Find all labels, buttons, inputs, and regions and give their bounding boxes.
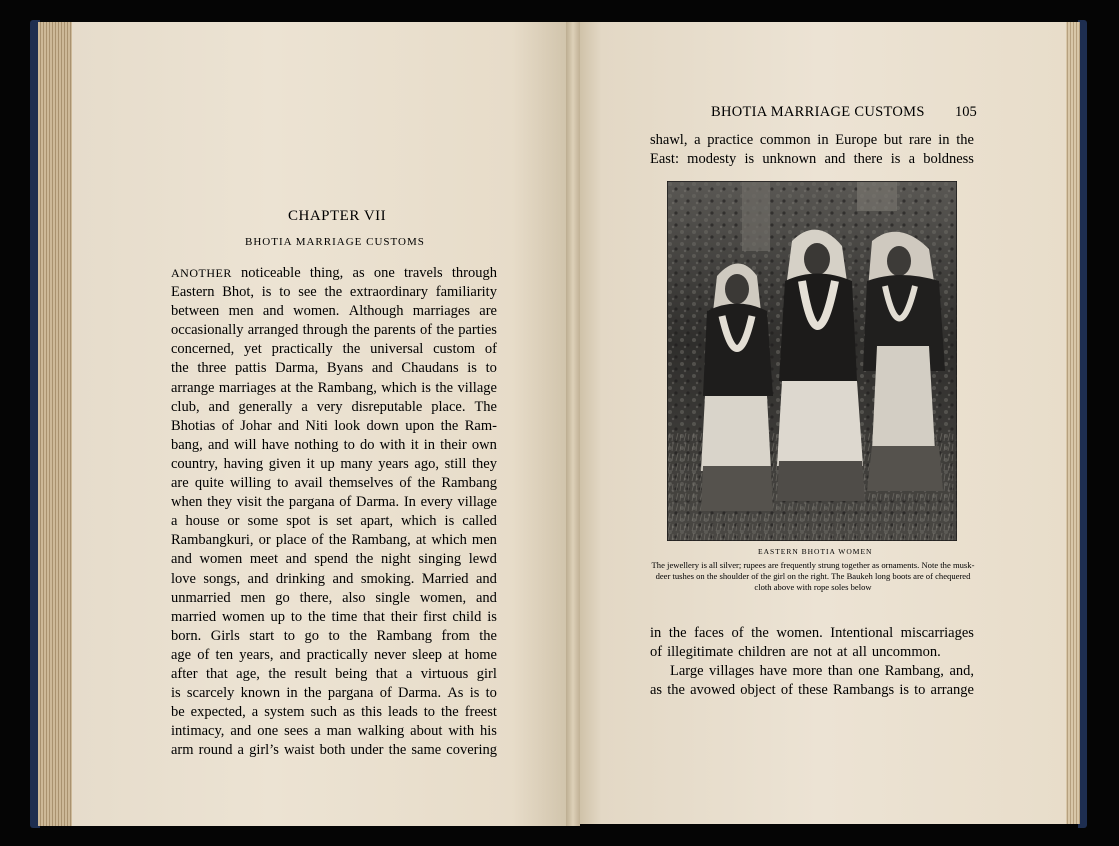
page-number: 105 [955, 104, 977, 120]
text-line: the three pattis Darma, Byans and Chaudans is to [171, 360, 497, 377]
text-line: shawl, a practice common in Europe but rare in the [650, 132, 974, 148]
chapter-subtitle: BHOTIA MARRIAGE CUSTOMS [245, 236, 425, 248]
text-line: between men and women. Although marriages are [171, 303, 497, 320]
photograph-eastern-bhotia-women [667, 181, 957, 541]
text-line: in the faces of the women. Intentional miscarriages [650, 625, 974, 641]
text-line: love songs, and drinking and smoking. Married and [171, 570, 497, 587]
page-edges-left [38, 22, 74, 826]
text-line: East: modesty is unknown and there is a boldness [650, 151, 974, 168]
text-line: be expected, a system such as this leads to the freest [171, 704, 497, 721]
text-line: ANOTHER noticeable thing, as one travels through [171, 265, 497, 281]
text-line: concerned, yet practically the universal custom of [171, 341, 497, 358]
text-line: bang, and will have nothing to do with it in their own [171, 436, 497, 453]
text-line: arm round a girl’s waist both under the same covering [171, 742, 497, 759]
book-gutter [566, 22, 580, 826]
text-line: and women meet and spend the night singing lewd [171, 551, 497, 568]
text-line: Bhotias of Johar and Niti look down upon the Ram- [171, 417, 497, 434]
text-line: are quite willing to avail themselves of the Rambang [171, 475, 497, 492]
figure-caption: The jewellery is all silver; rupees are frequently strung together as ornaments. Note the musk-deer tushes on the shoulder of the girl on the right. The Baukeh long boots are of chequered cloth above with rope soles below [651, 560, 975, 593]
text-line: unmarried men go there, also single women, and [171, 589, 497, 606]
text-line: age of ten years, and practically never sleep at home [171, 646, 497, 663]
text-line: as the avowed object of these Rambangs is to arrange [650, 682, 974, 699]
right-page-top-text [650, 131, 974, 169]
text-line: Eastern Bhot, is to see the extraordinary familiarity [171, 284, 497, 301]
text-line: club, and generally a very disreputable place. The [171, 398, 497, 415]
text-line: Rambangkuri, or place of the Rambang, at which men [171, 532, 497, 549]
text-line: Large villages have more than one Rambang, and, [670, 663, 974, 680]
text-line: after that age, the result being that a virtuous girl [171, 665, 497, 682]
right-page-bottom-text [650, 624, 974, 700]
text-line: arrange marriages at the Rambang, which is the village [171, 379, 497, 396]
running-head: BHOTIA MARRIAGE CUSTOMS [711, 104, 925, 120]
text-line: country, having given it up many years ago, still they [171, 455, 497, 472]
text-line: intimacy, and one sees a man walking about with his [171, 723, 497, 740]
left-page-body [171, 264, 497, 760]
text-line: occasionally arranged through the parents of the parties [171, 322, 497, 339]
text-line: is scarcely known in the pargana of Darma. As is to [171, 685, 497, 702]
text-line: a house or some spot is set apart, which is called [171, 513, 497, 530]
text-line: when they visit the pargana of Darma. In every village [171, 494, 497, 511]
chapter-title: CHAPTER VII [288, 208, 387, 224]
figure-title: EASTERN BHOTIA WOMEN [758, 547, 873, 556]
text-line: born. Girls start to go to the Rambang from the [171, 627, 497, 644]
text-line: married women up to the time that their first child is [171, 608, 497, 625]
text-line: of illegitimate children are not at all uncommon. [650, 644, 941, 661]
